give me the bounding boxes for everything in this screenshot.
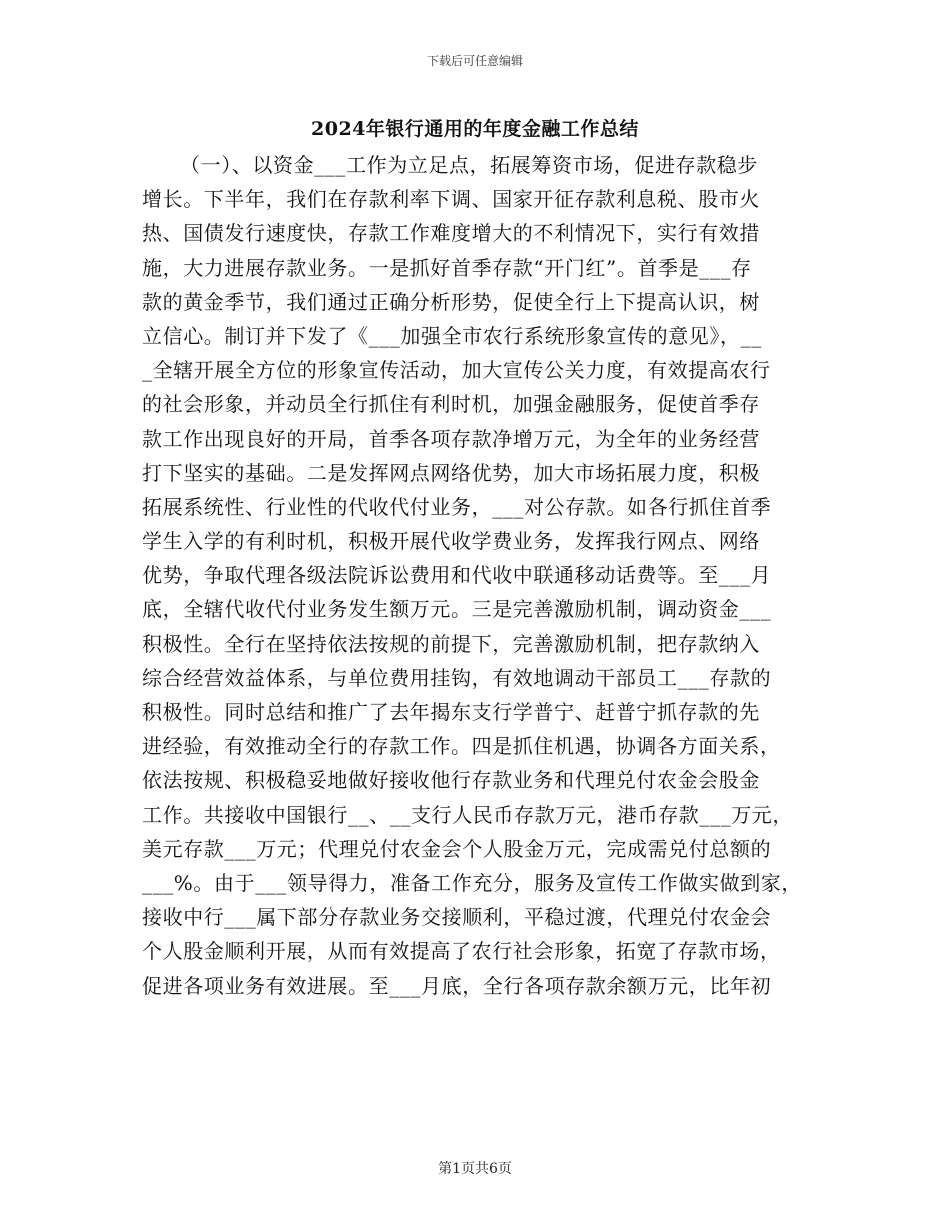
header-note: 下载后可任意编辑 xyxy=(426,54,523,68)
body-line: 款的黄金季节，我们通过正确分析形势，促使全行上下提高认识，树 xyxy=(142,289,760,314)
body-line: 立信心。制订并下发了《___加强全市农行系统形象宣传的意见》，__ xyxy=(142,323,762,348)
page-number-footer: 第1页共6页 xyxy=(438,1161,512,1177)
body-line: 优势，争取代理各级法院诉讼费用和代收中联通移动话费等。至___月 xyxy=(142,563,772,588)
body-line: 工作。共接收中国银行__、__支行人民币存款万元，港币存款___万元， xyxy=(142,802,793,827)
body-line: 的社会形象，并动员全行抓住有利时机，加强金融服务，促使首季存 xyxy=(142,392,760,417)
body-line: 积极性。同时总结和推广了去年揭东支行学普宁、赶普宁抓存款的先 xyxy=(142,700,760,724)
body-line: 积极性。全行在坚持依法按规的前提下，完善激励机制，把存款纳入 xyxy=(142,631,760,656)
body-line: 款工作出现良好的开局，首季各项存款净增万元，为全年的业务经营 xyxy=(142,426,760,451)
body-line: 综合经营效益体系，与单位费用挂钩，有效地调动干部员工___存款的 xyxy=(142,665,772,690)
body-line: （一）、以资金___工作为立足点，拓展筹资市场，促进存款稳步 xyxy=(180,153,758,177)
body-line: 学生入学的有利时机，积极开展代收学费业务，发挥我行网点、网络 xyxy=(142,529,760,554)
body-line: 个人股金顺利开展，从而有效提高了农行社会形象，拓宽了存款市场， xyxy=(142,939,781,964)
body-line: 接收中行___属下部分存款业务交接顺利，平稳过渡，代理兑付农金会 xyxy=(142,905,772,930)
body-line: 促进各项业务有效进展。至___月底，全行各项存款余额万元，比年初 xyxy=(142,973,772,998)
body-line: 进经验，有效推动全行的存款工作。四是抓住机遇，协调各方面关系， xyxy=(142,734,781,759)
body-line: 施，大力进展存款业务。一是抓好首季存款“开门红”。首季是___存 xyxy=(142,255,752,280)
body-line: _全辖开展全方位的形象宣传活动，加大宣传公关力度，有效提高农行 xyxy=(142,358,771,383)
document-body xyxy=(142,148,822,1003)
body-line: 拓展系统性、行业性的代收代付业务，___对公存款。如各行抓住首季 xyxy=(142,494,772,519)
body-line: 增长。下半年，我们在存款利率下调、国家开征存款利息税、股市火 xyxy=(142,187,760,212)
body-line: 美元存款___万元；代理兑付农金会个人股金万元，完成需兑付总额的 xyxy=(142,836,772,861)
document-title: 2024年银行通用的年度金融工作总结 xyxy=(311,118,639,140)
body-line: 热、国债发行速度快，存款工作难度增大的不利情况下，实行有效措 xyxy=(142,221,760,246)
body-line: 依法按规、积极稳妥地做好接收他行存款业务和代理兑付农金会股金 xyxy=(142,768,760,793)
body-line: 底，全辖代收代付业务发生额万元。三是完善激励机制，调动资金___ xyxy=(142,597,772,622)
body-line: 打下坚实的基础。二是发挥网点网络优势，加大市场拓展力度，积极 xyxy=(142,460,760,485)
body-line: ___%。由于___领导得力，准备工作充分，服务及宣传工作做实做到家， xyxy=(142,870,803,895)
